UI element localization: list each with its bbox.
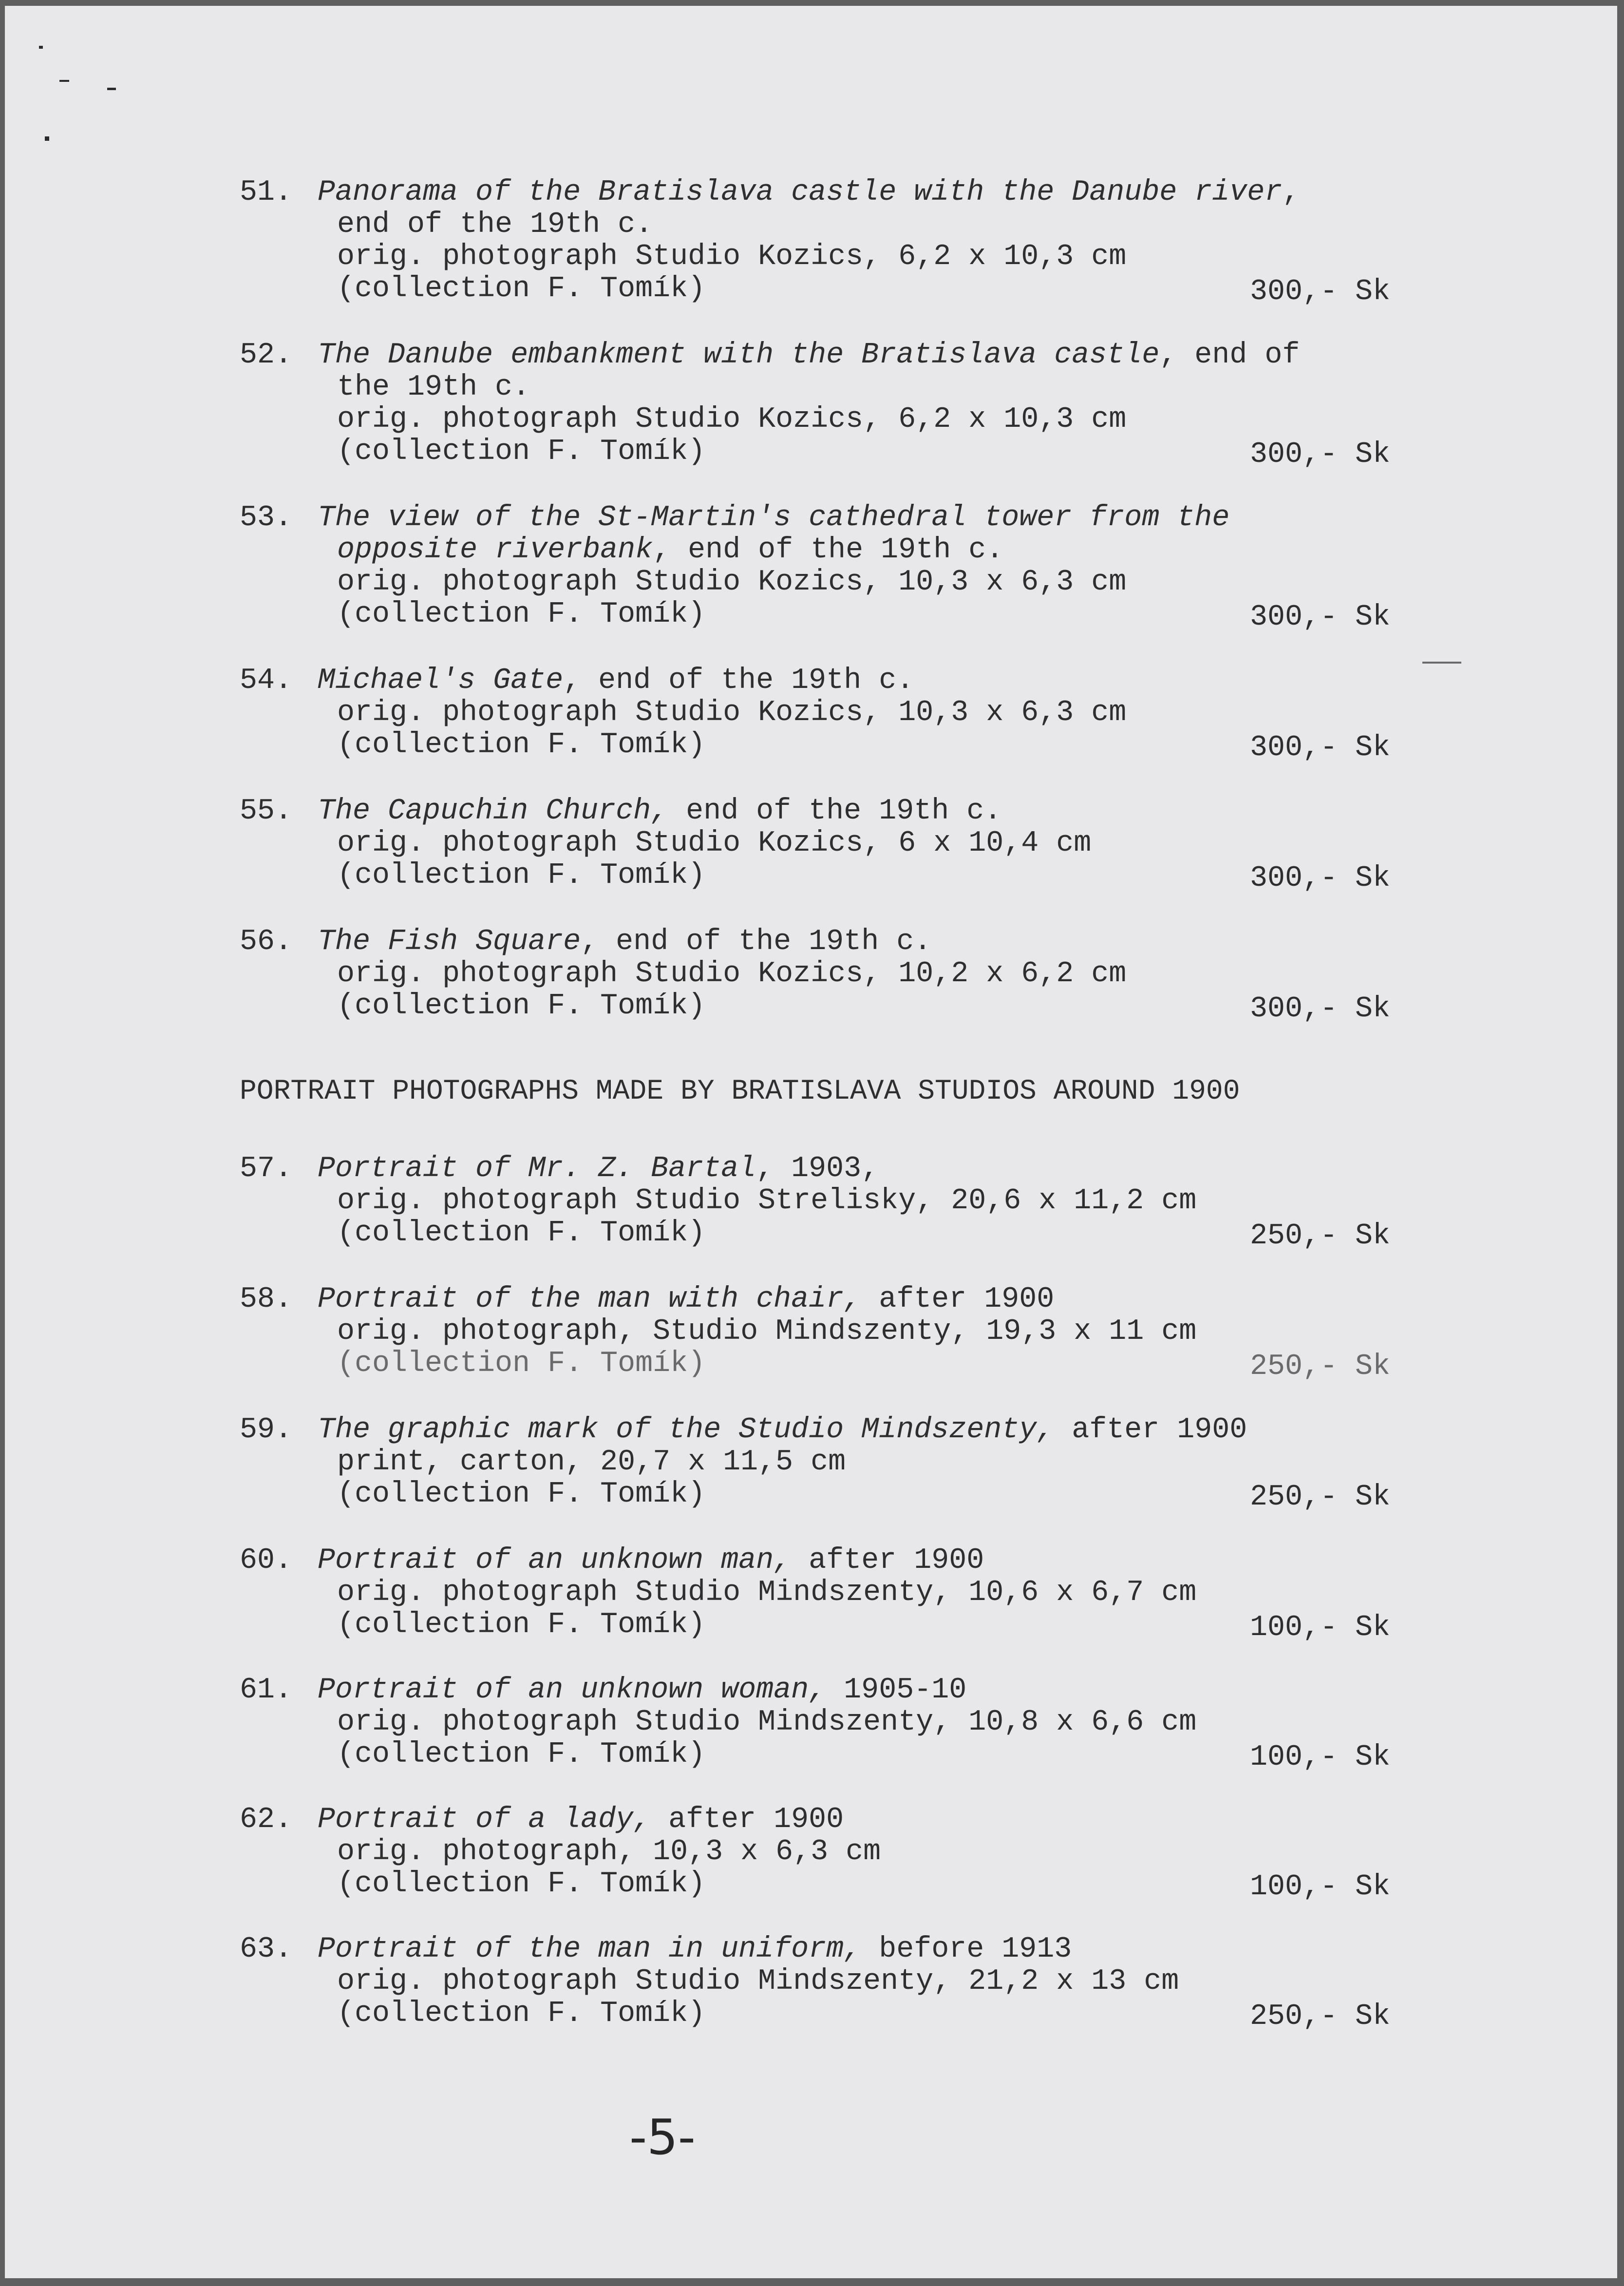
entry-number: 51.: [240, 176, 293, 209]
corner-mark: [107, 88, 116, 90]
entry-title-rest: after 1900: [791, 1544, 984, 1577]
entry-price: 250,- Sk: [1250, 1219, 1391, 1253]
entry-number: 54.: [240, 664, 293, 697]
entry-title: Portrait of the man in uniform,: [318, 1933, 862, 1966]
entry-title-rest: 1905-10: [826, 1674, 967, 1707]
entry-title: Portrait of an unknown woman,: [318, 1674, 827, 1707]
entry-collection: (collection F. Tomík): [337, 435, 706, 468]
entry-title-line: [318, 339, 1300, 371]
entry-collection: (collection F. Tomík): [337, 1997, 706, 2030]
entry-title-rest: , end of: [1159, 339, 1300, 372]
corner-mark: [59, 80, 69, 82]
entry-line: orig. photograph Studio Strelisky, 20,6 x 11,2 cm: [337, 1184, 1197, 1218]
entry-line: end of the 19th c.: [337, 208, 653, 241]
entry-price: 300,- Sk: [1250, 731, 1391, 764]
entry-number: 63.: [240, 1933, 293, 1966]
entry-collection: (collection F. Tomík): [337, 990, 706, 1023]
entry-title-rest: , end of the 19th c.: [581, 925, 932, 958]
entry-title: Portrait of an unknown man,: [318, 1544, 792, 1577]
entry-title-line: [318, 1544, 984, 1577]
entry-price: 300,- Sk: [1250, 275, 1391, 308]
entry-line: orig. photograph Studio Mindszenty, 10,8 x 6,6 cm: [337, 1706, 1197, 1739]
entry-price: 100,- Sk: [1250, 1611, 1391, 1644]
entry-line: orig. photograph Studio Mindszenty, 10,6 x 6,7 cm: [337, 1576, 1197, 1609]
entry-price: 250,- Sk: [1250, 2000, 1391, 2033]
entry-line: orig. photograph Studio Kozics, 10,3 x 6,3 cm: [337, 566, 1127, 599]
entry-title-line: [318, 1283, 1054, 1315]
entry-line: orig. photograph, Studio Mindszenty, 19,3 x 11 cm: [337, 1315, 1197, 1348]
entry-title-rest: after 1900: [1054, 1413, 1247, 1447]
entry-title-rest: ,: [1282, 176, 1300, 209]
entry-number: 59.: [240, 1413, 293, 1447]
entry-line: orig. photograph Studio Kozics, 10,3 x 6,3 cm: [337, 696, 1127, 729]
corner-mark: [39, 46, 43, 49]
entry-title-rest: before 1913: [861, 1933, 1072, 1966]
entry-title-rest: , end of the 19th c.: [653, 533, 1004, 567]
entry-price: 300,- Sk: [1250, 601, 1391, 634]
entry-title-line: [318, 926, 931, 958]
entry-title: The Capuchin Church,: [318, 795, 669, 828]
entry-title-rest: end of the 19th c.: [668, 795, 1002, 828]
entry-collection: (collection F. Tomík): [337, 1217, 706, 1250]
entry-number: 57.: [240, 1152, 293, 1185]
margin-stroke: [1422, 662, 1461, 664]
entry-title: Portrait of a lady,: [318, 1803, 651, 1836]
entry-title: Portrait of the man with chair,: [318, 1283, 862, 1316]
entry-title-rest: after 1900: [651, 1803, 844, 1836]
entry-number: 62.: [240, 1803, 293, 1836]
entry-number: 56.: [240, 925, 293, 958]
entry-line: orig. photograph Studio Mindszenty, 21,2 x 13 cm: [337, 1965, 1179, 1998]
entry-line: the 19th c.: [337, 371, 530, 404]
section-heading: PORTRAIT PHOTOGRAPHS MADE BY BRATISLAVA STUDIOS AROUND 1900: [240, 1076, 1240, 1107]
entry-collection: (collection F. Tomík): [337, 272, 706, 305]
entry-price: 250,- Sk: [1250, 1350, 1391, 1383]
entry-title-line: [318, 502, 1229, 534]
entry-line: orig. photograph Studio Kozics, 6 x 10,4 cm: [337, 827, 1092, 860]
entry-price: 100,- Sk: [1250, 1870, 1391, 1904]
entry-title-line: [318, 665, 914, 697]
entry-line: orig. photograph Studio Kozics, 10,2 x 6,2 cm: [337, 957, 1127, 991]
entry-collection: (collection F. Tomík): [337, 1608, 706, 1641]
entry-price: 250,- Sk: [1250, 1481, 1391, 1514]
entry-title-rest: , end of the 19th c.: [563, 664, 914, 697]
entry-title: Portrait of Mr. Z. Bartal: [318, 1152, 756, 1185]
entry-price: 300,- Sk: [1250, 862, 1391, 895]
entry-title-line: [318, 795, 1001, 827]
page-number: -5-: [629, 2109, 696, 2166]
entry-title: The view of the St-Martin's cathedral tower from the: [318, 501, 1230, 534]
entry-price: 300,- Sk: [1250, 438, 1391, 471]
entry-title-line: [318, 1414, 1247, 1446]
entry-title: Panorama of the Bratislava castle with the Danube river: [318, 176, 1283, 209]
entry-line: orig. photograph Studio Kozics, 6,2 x 10,3 cm: [337, 403, 1127, 436]
entry-title-rest: after 1900: [861, 1283, 1055, 1316]
entry-title: The Fish Square: [318, 925, 581, 958]
entry-line: orig. photograph, 10,3 x 6,3 cm: [337, 1835, 881, 1868]
entry-title-line: [318, 1153, 879, 1185]
corner-mark: [45, 136, 49, 141]
entry-number: 61.: [240, 1674, 293, 1707]
entry-title-line: [318, 176, 1300, 209]
entry-collection: (collection F. Tomík): [337, 1347, 706, 1380]
entry-title-line: [318, 1804, 844, 1836]
entry-title-line-2: [337, 534, 1003, 566]
entry-collection: (collection F. Tomík): [337, 1738, 706, 1771]
entry-title-line: [318, 1674, 966, 1706]
entry-collection: (collection F. Tomík): [337, 1867, 706, 1901]
document-page: [5, 6, 1617, 2278]
entry-title-rest: , 1903,: [756, 1152, 879, 1185]
entry-title-line: [318, 1933, 1072, 1965]
entry-title: The graphic mark of the Studio Mindszenty,: [318, 1413, 1055, 1447]
entry-number: 58.: [240, 1283, 293, 1316]
entry-title: The Danube embankment with the Bratislava castle: [318, 339, 1160, 372]
entry-price: 300,- Sk: [1250, 992, 1391, 1026]
entry-line: orig. photograph Studio Kozics, 6,2 x 10,3 cm: [337, 240, 1127, 273]
entry-title-continued: opposite riverbank: [337, 533, 653, 567]
entry-price: 100,- Sk: [1250, 1741, 1391, 1774]
entry-title: Michael's Gate: [318, 664, 564, 697]
entry-collection: (collection F. Tomík): [337, 598, 706, 631]
entry-number: 52.: [240, 339, 293, 372]
entry-number: 55.: [240, 795, 293, 828]
entry-collection: (collection F. Tomík): [337, 1478, 706, 1511]
entry-line: print, carton, 20,7 x 11,5 cm: [337, 1446, 846, 1479]
entry-collection: (collection F. Tomík): [337, 859, 706, 892]
entry-number: 53.: [240, 501, 293, 534]
entry-collection: (collection F. Tomík): [337, 728, 706, 762]
entry-number: 60.: [240, 1544, 293, 1577]
